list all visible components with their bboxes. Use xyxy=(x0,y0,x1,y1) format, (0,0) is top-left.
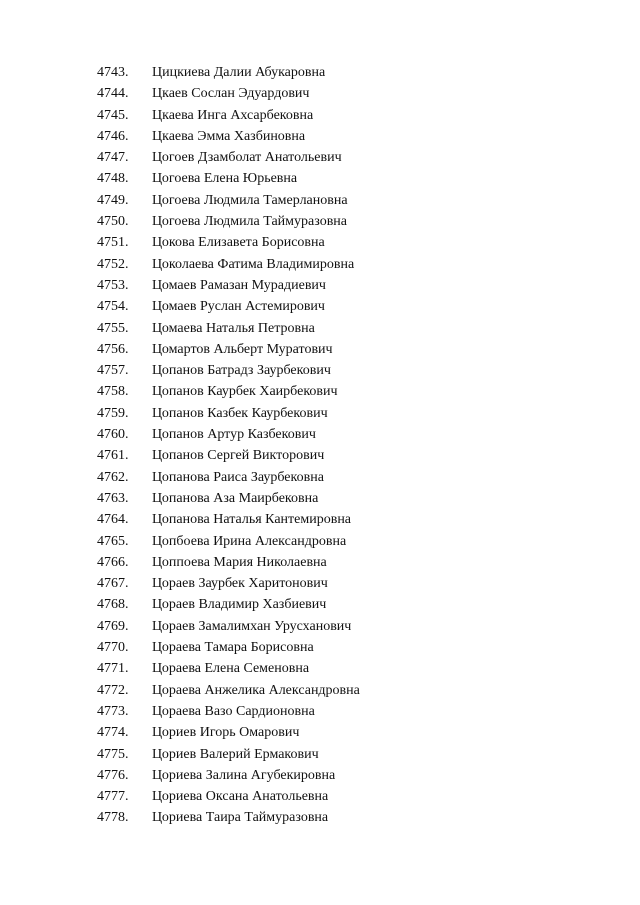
entry-number: 4756. xyxy=(97,341,129,357)
list-item xyxy=(97,531,360,552)
entry-number: 4776. xyxy=(97,767,129,783)
list-item xyxy=(97,147,360,168)
list-item xyxy=(97,552,360,573)
entry-number: 4760. xyxy=(97,427,129,443)
list-item xyxy=(97,254,360,275)
entry-name: Цопбоева Ирина Александровна xyxy=(152,533,347,549)
entry-number: 4771. xyxy=(97,661,129,677)
entry-name: Цицкиева Далии Абукаровна xyxy=(152,65,326,80)
entry-name: Цомаева Наталья Петровна xyxy=(152,320,315,336)
entry-name: Цораева Елена Семеновна xyxy=(152,661,310,677)
entry-number: 4752. xyxy=(97,256,129,272)
entry-name: Цкаева Инга Ахсарбековна xyxy=(152,107,314,123)
entry-number: 4763. xyxy=(97,490,129,506)
entry-number: 4767. xyxy=(97,576,129,592)
entry-name: Цогоева Елена Юрьевна xyxy=(152,171,298,187)
entry-name: Цоппоева Мария Николаевна xyxy=(152,554,327,570)
list-item xyxy=(97,722,360,743)
list-item xyxy=(97,296,360,317)
list-item xyxy=(97,424,360,445)
entry-number: 4744. xyxy=(97,86,129,102)
entry-name: Цориева Таира Таймуразовна xyxy=(152,810,329,826)
entry-number: 4750. xyxy=(97,214,129,230)
list-item xyxy=(97,573,360,594)
entry-number: 4749. xyxy=(97,192,129,208)
list-item xyxy=(97,381,360,402)
entry-name: Цомартов Альберт Муратович xyxy=(152,341,333,357)
entry-number: 4765. xyxy=(97,533,129,549)
entry-number: 4770. xyxy=(97,640,129,656)
entry-number: 4754. xyxy=(97,299,129,315)
entry-name: Цомаев Руслан Астемирович xyxy=(152,299,325,315)
entry-name: Цориева Залина Агубекировна xyxy=(152,767,336,783)
list-item xyxy=(97,765,360,786)
entry-number: 4764. xyxy=(97,512,129,528)
entry-number: 4751. xyxy=(97,235,129,251)
entry-name: Цкаева Эмма Хазбиновна xyxy=(152,128,306,144)
list-item xyxy=(97,680,360,701)
entry-name: Цориев Игорь Омарович xyxy=(152,725,300,741)
entry-name: Цопанов Каурбек Хаирбекович xyxy=(152,384,338,400)
entry-name: Цокова Елизавета Борисовна xyxy=(152,235,325,251)
entry-number: 4761. xyxy=(97,448,129,464)
entry-name: Цогоева Людмила Таймуразовна xyxy=(152,214,348,230)
name-list xyxy=(97,62,360,829)
list-item xyxy=(97,360,360,381)
list-item xyxy=(97,509,360,530)
entry-name: Цораева Анжелика Александровна xyxy=(152,682,360,698)
list-item xyxy=(97,488,360,509)
entry-name: Цоколаева Фатима Владимировна xyxy=(152,256,355,272)
entry-number: 4777. xyxy=(97,789,129,805)
entry-number: 4743. xyxy=(97,65,129,80)
list-item xyxy=(97,105,360,126)
entry-name: Цориева Оксана Анатольевна xyxy=(152,789,329,805)
entry-number: 4758. xyxy=(97,384,129,400)
entry-name: Цопанова Наталья Кантемировна xyxy=(152,512,352,528)
entry-name: Цопанов Казбек Каурбекович xyxy=(152,405,328,421)
entry-name: Цопанова Раиса Заурбековна xyxy=(152,469,324,485)
entry-number: 4746. xyxy=(97,128,129,144)
list-item xyxy=(97,62,360,83)
list-item xyxy=(97,616,360,637)
list-item xyxy=(97,275,360,296)
list-item xyxy=(97,744,360,765)
entry-number: 4766. xyxy=(97,554,129,570)
entry-name: Цораева Вазо Сардионовна xyxy=(152,703,315,719)
list-item xyxy=(97,701,360,722)
list-item xyxy=(97,658,360,679)
entry-name: Цогоева Людмила Тамерлановна xyxy=(152,192,348,208)
entry-name: Цопанова Аза Маирбековна xyxy=(152,490,319,506)
entry-number: 4759. xyxy=(97,405,129,421)
list-item xyxy=(97,445,360,466)
list-item xyxy=(97,232,360,253)
entry-number: 4748. xyxy=(97,171,129,187)
entry-number: 4769. xyxy=(97,618,129,634)
entry-number: 4745. xyxy=(97,107,129,123)
list-item xyxy=(97,403,360,424)
entry-name: Цогоев Дзамболат Анатольевич xyxy=(152,150,342,166)
list-item xyxy=(97,211,360,232)
entry-number: 4768. xyxy=(97,597,129,613)
entry-number: 4775. xyxy=(97,746,129,762)
entry-name: Цопанов Батрадз Заурбекович xyxy=(152,363,331,379)
entry-name: Цораев Замалимхан Урусханович xyxy=(152,618,352,634)
list-item xyxy=(97,168,360,189)
list-item xyxy=(97,318,360,339)
entry-name: Цораев Заурбек Харитонович xyxy=(152,576,328,592)
entry-number: 4762. xyxy=(97,469,129,485)
entry-number: 4757. xyxy=(97,363,129,379)
entry-number: 4778. xyxy=(97,810,129,826)
list-item xyxy=(97,126,360,147)
entry-number: 4755. xyxy=(97,320,129,336)
entry-number: 4753. xyxy=(97,277,129,293)
entry-number: 4773. xyxy=(97,703,129,719)
list-item xyxy=(97,786,360,807)
list-item xyxy=(97,594,360,615)
list-item xyxy=(97,807,360,828)
entry-name: Цопанов Сергей Викторович xyxy=(152,448,325,464)
entry-name: Цораев Владимир Хазбиевич xyxy=(152,597,327,613)
entry-number: 4772. xyxy=(97,682,129,698)
entry-name: Цопанов Артур Казбекович xyxy=(152,427,316,443)
list-item xyxy=(97,339,360,360)
entry-number: 4747. xyxy=(97,150,129,166)
list-item xyxy=(97,83,360,104)
entry-name: Цораева Тамара Борисовна xyxy=(152,640,314,656)
entry-name: Цкаев Сослан Эдуардович xyxy=(152,86,310,102)
entry-name: Цориев Валерий Ермакович xyxy=(152,746,319,762)
list-item xyxy=(97,467,360,488)
entry-number: 4774. xyxy=(97,725,129,741)
list-item xyxy=(97,637,360,658)
entry-name: Цомаев Рамазан Мурадиевич xyxy=(152,277,326,293)
list-item xyxy=(97,190,360,211)
